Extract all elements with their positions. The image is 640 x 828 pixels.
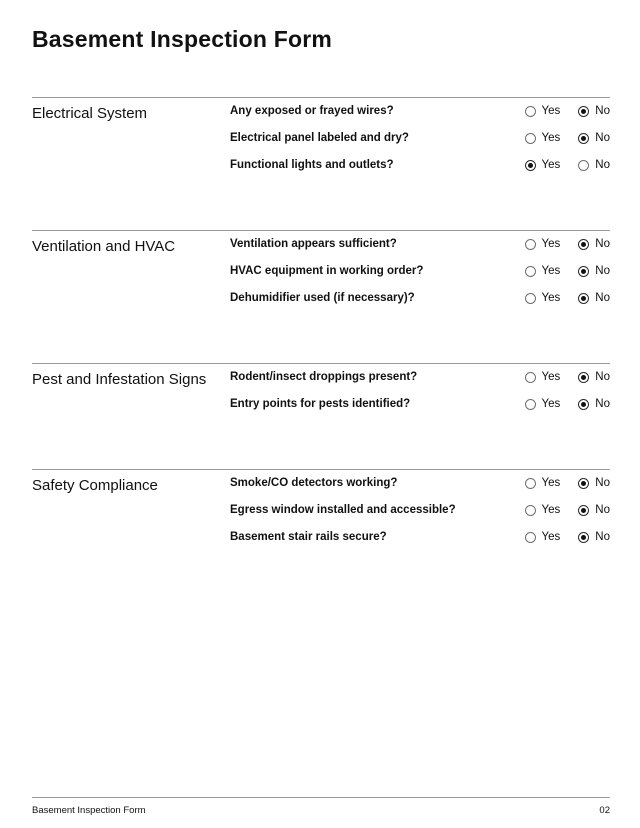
yes-radio-icon[interactable] bbox=[525, 266, 536, 277]
no-option[interactable] bbox=[578, 105, 610, 118]
yes-label: Yes bbox=[541, 265, 561, 277]
question-label: Basement stair rails secure? bbox=[230, 531, 387, 543]
radio-group bbox=[525, 371, 610, 384]
yes-radio-icon[interactable] bbox=[525, 293, 536, 304]
section-title: Safety Compliance bbox=[32, 477, 158, 494]
form-section bbox=[32, 97, 610, 186]
form-section bbox=[32, 363, 610, 425]
form-section bbox=[32, 230, 610, 319]
radio-group bbox=[525, 531, 610, 544]
yes-label: Yes bbox=[541, 504, 561, 516]
yes-radio-icon[interactable] bbox=[525, 478, 536, 489]
radio-group bbox=[525, 105, 610, 118]
yes-label: Yes bbox=[541, 105, 561, 117]
question-row bbox=[230, 531, 610, 544]
form-section bbox=[32, 469, 610, 558]
yes-label: Yes bbox=[541, 159, 561, 171]
yes-option[interactable] bbox=[525, 504, 561, 517]
yes-label: Yes bbox=[541, 292, 561, 304]
yes-option[interactable] bbox=[525, 159, 561, 172]
no-option[interactable] bbox=[578, 238, 610, 251]
question-label: Entry points for pests identified? bbox=[230, 398, 411, 410]
no-radio-icon[interactable] bbox=[578, 239, 589, 250]
no-option[interactable] bbox=[578, 504, 610, 517]
yes-option[interactable] bbox=[525, 265, 561, 278]
no-radio-icon[interactable] bbox=[578, 505, 589, 516]
question-row bbox=[230, 371, 610, 384]
yes-option[interactable] bbox=[525, 371, 561, 384]
question-label: Functional lights and outlets? bbox=[230, 159, 394, 171]
question-list bbox=[230, 238, 610, 319]
no-label: No bbox=[595, 159, 610, 171]
yes-option[interactable] bbox=[525, 477, 561, 490]
question-row bbox=[230, 398, 610, 411]
yes-option[interactable] bbox=[525, 238, 561, 251]
no-label: No bbox=[595, 105, 610, 117]
yes-radio-icon[interactable] bbox=[525, 399, 536, 410]
question-row bbox=[230, 132, 610, 145]
no-label: No bbox=[595, 132, 610, 144]
question-row bbox=[230, 105, 610, 118]
no-option[interactable] bbox=[578, 265, 610, 278]
no-option[interactable] bbox=[578, 132, 610, 145]
no-option[interactable] bbox=[578, 371, 610, 384]
yes-radio-icon[interactable] bbox=[525, 505, 536, 516]
yes-option[interactable] bbox=[525, 292, 561, 305]
question-row bbox=[230, 238, 610, 251]
question-label: Electrical panel labeled and dry? bbox=[230, 132, 409, 144]
radio-group bbox=[525, 265, 610, 278]
yes-radio-icon[interactable] bbox=[525, 133, 536, 144]
radio-group bbox=[525, 477, 610, 490]
no-label: No bbox=[595, 371, 610, 383]
footer-page-number: 02 bbox=[599, 805, 610, 816]
no-radio-icon[interactable] bbox=[578, 478, 589, 489]
question-row bbox=[230, 265, 610, 278]
no-radio-icon[interactable] bbox=[578, 532, 589, 543]
yes-label: Yes bbox=[541, 477, 561, 489]
section-title: Electrical System bbox=[32, 105, 148, 122]
yes-label: Yes bbox=[541, 371, 561, 383]
no-radio-icon[interactable] bbox=[578, 160, 589, 171]
no-label: No bbox=[595, 531, 610, 543]
radio-group bbox=[525, 398, 610, 411]
radio-group bbox=[525, 132, 610, 145]
no-radio-icon[interactable] bbox=[578, 399, 589, 410]
radio-group bbox=[525, 504, 610, 517]
radio-group bbox=[525, 238, 610, 251]
no-option[interactable] bbox=[578, 531, 610, 544]
yes-option[interactable] bbox=[525, 531, 561, 544]
yes-option[interactable] bbox=[525, 105, 561, 118]
question-label: Any exposed or frayed wires? bbox=[230, 105, 394, 117]
sections bbox=[32, 97, 610, 558]
question-label: Egress window installed and accessible? bbox=[230, 504, 456, 516]
yes-radio-icon[interactable] bbox=[525, 106, 536, 117]
yes-radio-icon[interactable] bbox=[525, 239, 536, 250]
section-title: Ventilation and HVAC bbox=[32, 238, 176, 255]
question-row bbox=[230, 159, 610, 172]
yes-label: Yes bbox=[541, 531, 561, 543]
yes-label: Yes bbox=[541, 132, 561, 144]
page-title: Basement Inspection Form bbox=[32, 26, 333, 52]
yes-option[interactable] bbox=[525, 132, 561, 145]
question-label: HVAC equipment in working order? bbox=[230, 265, 424, 277]
footer bbox=[32, 797, 610, 816]
no-option[interactable] bbox=[578, 398, 610, 411]
no-label: No bbox=[595, 477, 610, 489]
no-label: No bbox=[595, 398, 610, 410]
question-label: Rodent/insect droppings present? bbox=[230, 371, 418, 383]
no-option[interactable] bbox=[578, 159, 610, 172]
section-title: Pest and Infestation Signs bbox=[32, 371, 207, 388]
no-radio-icon[interactable] bbox=[578, 133, 589, 144]
question-list bbox=[230, 477, 610, 558]
yes-radio-icon[interactable] bbox=[525, 160, 536, 171]
no-label: No bbox=[595, 265, 610, 277]
yes-option[interactable] bbox=[525, 398, 561, 411]
no-label: No bbox=[595, 238, 610, 250]
question-row bbox=[230, 292, 610, 305]
no-label: No bbox=[595, 292, 610, 304]
question-list bbox=[230, 105, 610, 186]
question-label: Smoke/CO detectors working? bbox=[230, 477, 398, 489]
question-label: Ventilation appears sufficient? bbox=[230, 238, 397, 250]
radio-group bbox=[525, 292, 610, 305]
yes-label: Yes bbox=[541, 238, 561, 250]
no-option[interactable] bbox=[578, 477, 610, 490]
radio-group bbox=[525, 159, 610, 172]
question-row bbox=[230, 504, 610, 517]
no-label: No bbox=[595, 504, 610, 516]
question-list bbox=[230, 371, 610, 425]
no-radio-icon[interactable] bbox=[578, 372, 589, 383]
yes-label: Yes bbox=[541, 398, 561, 410]
no-radio-icon[interactable] bbox=[578, 293, 589, 304]
yes-radio-icon[interactable] bbox=[525, 532, 536, 543]
footer-title: Basement Inspection Form bbox=[32, 805, 146, 816]
question-label: Dehumidifier used (if necessary)? bbox=[230, 292, 415, 304]
no-option[interactable] bbox=[578, 292, 610, 305]
no-radio-icon[interactable] bbox=[578, 266, 589, 277]
question-row bbox=[230, 477, 610, 490]
no-radio-icon[interactable] bbox=[578, 106, 589, 117]
yes-radio-icon[interactable] bbox=[525, 372, 536, 383]
